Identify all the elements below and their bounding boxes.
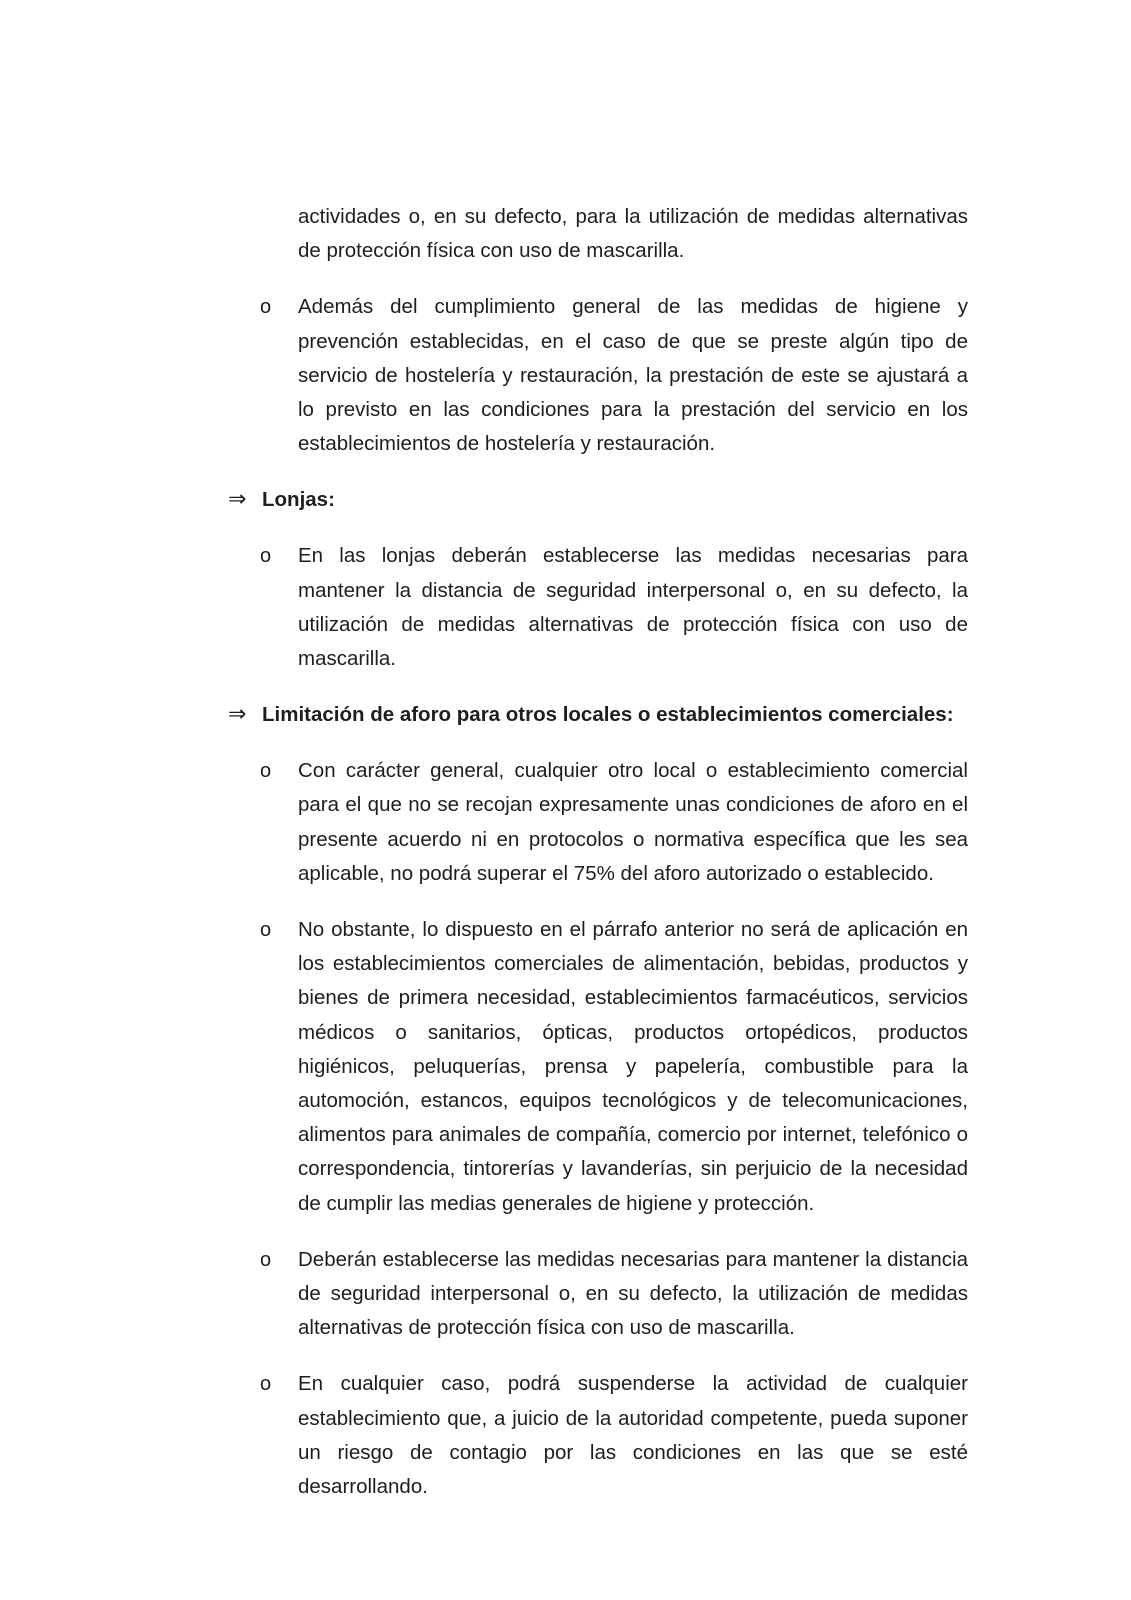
list-item xyxy=(228,539,968,676)
section-heading-lonjas xyxy=(228,483,968,517)
document-body xyxy=(228,200,968,1526)
list-item-text: En cualquier caso, podrá suspenderse la actividad de cualquier establecimiento que, a juicio de la autoridad competente, pueda suponer un riesgo de contagio por las condiciones en las que se esté desarrollando. xyxy=(298,1372,968,1499)
list-item xyxy=(228,754,968,891)
list-item-text: Además del cumplimiento general de las medidas de higiene y prevención establecidas, en el caso de que se preste algún tipo de servicio de hostelería y restauración, la prestación de este se ajustará a lo previsto en las condiciones para la prestación del servicio en los establecimientos de hostelería y restauración. xyxy=(298,295,968,456)
double-arrow-icon: ⇒ xyxy=(228,702,247,728)
list-item xyxy=(228,913,968,1221)
bullet-circle-icon: o xyxy=(260,919,272,942)
list-item-text: Con carácter general, cualquier otro local o establecimiento comercial para el que no se recojan expresamente unas condiciones de aforo en el presente acuerdo ni en protocolos o normativa específica que les sea aplicable, no podrá superar el 75% del aforo autorizado o establecido. xyxy=(298,759,968,885)
bullet-circle-icon: o xyxy=(260,296,272,319)
section-heading-text: Limitación de aforo para otros locales o establecimientos comerciales: xyxy=(262,703,954,727)
double-arrow-icon: ⇒ xyxy=(228,487,247,513)
list-item-text: Deberán establecerse las medidas necesarias para mantener la distancia de seguridad interpersonal o, en su defecto, la utilización de medidas alternativas de protección física con uso de mascarilla. xyxy=(298,1247,968,1340)
bullet-circle-icon: o xyxy=(260,1373,272,1396)
bullet-circle-icon: o xyxy=(260,760,272,783)
list-item-text: No obstante, lo dispuesto en el párrafo anterior no será de aplicación en los establecimientos comerciales de alimentación, bebidas, productos y bienes de primera necesidad, establecimientos farmacéuticos, servicios médicos o sanitarios, ópticas, productos ortopédicos, productos higiénicos, peluquerías, prensa y papelería, combustible para la automoción, estancos, equipos tecnológicos y de telecomunicaciones, alimentos para animales de compañía, comercio por internet, telefónico o correspondencia, tintorerías y lavanderías, sin perjuicio de la necesidad de cumplir las medias generales de higiene y protección. xyxy=(298,918,968,1215)
list-item xyxy=(228,290,968,461)
list-item-text: En las lonjas deberán establecerse las medidas necesarias para mantener la distancia de seguridad interpersonal o, en su defecto, la utilización de medidas alternativas de protección física con uso de mascarilla. xyxy=(298,544,968,671)
list-item xyxy=(228,1367,968,1504)
list-item xyxy=(228,1243,968,1346)
bullet-circle-icon: o xyxy=(260,545,272,568)
section-heading-text: Lonjas: xyxy=(262,488,335,512)
section-heading-aforo xyxy=(228,698,968,732)
bullet-circle-icon: o xyxy=(260,1248,272,1271)
continuation-paragraph: actividades o, en su defecto, para la utilización de medidas alternativas de protección física con uso de mascarilla. xyxy=(298,205,968,263)
